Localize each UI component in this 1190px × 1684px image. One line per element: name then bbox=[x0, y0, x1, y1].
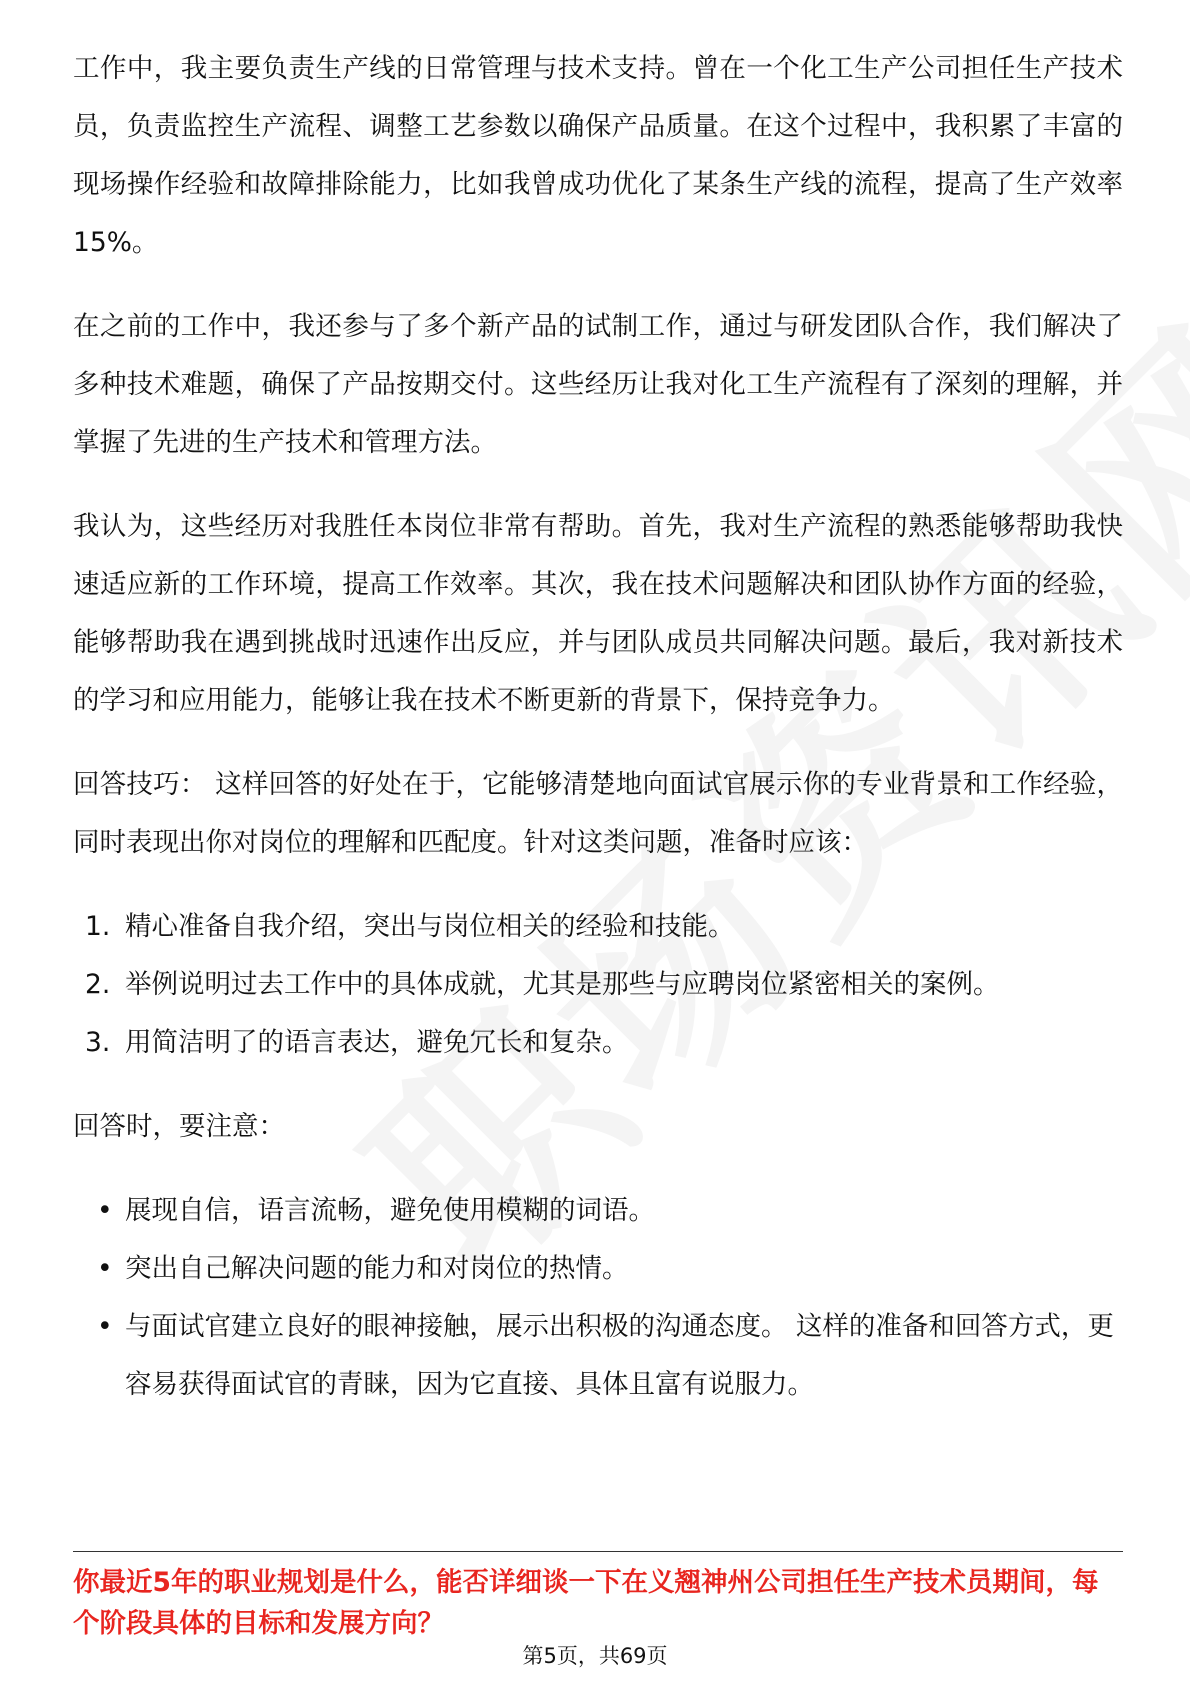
list-item bbox=[73, 898, 1123, 956]
section-divider bbox=[73, 1551, 1123, 1552]
list-number: 3. bbox=[85, 1027, 111, 1058]
page-number: 第5页，共69页 bbox=[522, 1644, 668, 1668]
next-question-heading: 你最近5年的职业规划是什么，能否详细谈一下在义翘神州公司担任生产技术员期间，每个阶段具体的目标和发展方向？ bbox=[73, 1567, 1099, 1639]
bullet-icon: • bbox=[97, 1311, 113, 1342]
document-body bbox=[73, 40, 1123, 1440]
list-item-text: 突出自己解决问题的能力和对岗位的热情。 bbox=[125, 1253, 629, 1284]
list-item bbox=[73, 956, 1123, 1014]
list-item bbox=[73, 1014, 1123, 1072]
numbered-list bbox=[73, 898, 1123, 1072]
paragraph-fit-for-role: 我认为，这些经历对我胜任本岗位非常有帮助。首先，我对生产流程的熟悉能够帮助我快速适应新的工作环境，提高工作效率。其次，我在技术问题解决和团队协作方面的经验，能够帮助我在遇到挑战时迅速作出反应，并与团队成员共同解决问题。最后，我对新技术的学习和应用能力，能够让我在技术不断更新的背景下，保持竞争力。 bbox=[73, 511, 1123, 716]
list-item bbox=[73, 1298, 1123, 1414]
paragraph-answer-tips: 回答技巧： 这样回答的好处在于，它能够清楚地向面试官展示你的专业背景和工作经验，同时表现出你对岗位的理解和匹配度。针对这类问题，准备时应该： bbox=[73, 769, 1123, 858]
list-item-text: 与面试官建立良好的眼神接触，展示出积极的沟通态度。 这样的准备和回答方式，更容易获得面试官的青睐，因为它直接、具体且富有说服力。 bbox=[125, 1311, 1114, 1400]
bullet-icon: • bbox=[97, 1195, 113, 1226]
list-item bbox=[73, 1240, 1123, 1298]
list-item-text: 用简洁明了的语言表达，避免冗长和复杂。 bbox=[125, 1027, 629, 1058]
list-item-text: 展现自信，语言流畅，避免使用模糊的词语。 bbox=[125, 1195, 655, 1226]
bullet-icon: • bbox=[97, 1253, 113, 1284]
list-item-text: 举例说明过去工作中的具体成就，尤其是那些与应聘岗位紧密相关的案例。 bbox=[125, 969, 1000, 1000]
list-item-text: 精心准备自我介绍，突出与岗位相关的经验和技能。 bbox=[125, 911, 735, 942]
list-number: 1. bbox=[85, 911, 111, 942]
attention-heading: 回答时，要注意： bbox=[73, 1111, 285, 1142]
list-number: 2. bbox=[85, 969, 111, 1000]
bullet-list bbox=[73, 1182, 1123, 1414]
list-item bbox=[73, 1182, 1123, 1240]
paragraph-experience: 工作中，我主要负责生产线的日常管理与技术支持。曾在一个化工生产公司担任生产技术员，负责监控生产流程、调整工艺参数以确保产品质量。在这个过程中，我积累了丰富的现场操作经验和故障排除能力，比如我曾成功优化了某条生产线的流程，提高了生产效率15%。 bbox=[73, 53, 1123, 258]
paragraph-previous-work: 在之前的工作中，我还参与了多个新产品的试制工作，通过与研发团队合作，我们解决了多种技术难题，确保了产品按期交付。这些经历让我对化工生产流程有了深刻的理解，并掌握了先进的生产技术和管理方法。 bbox=[73, 311, 1123, 458]
